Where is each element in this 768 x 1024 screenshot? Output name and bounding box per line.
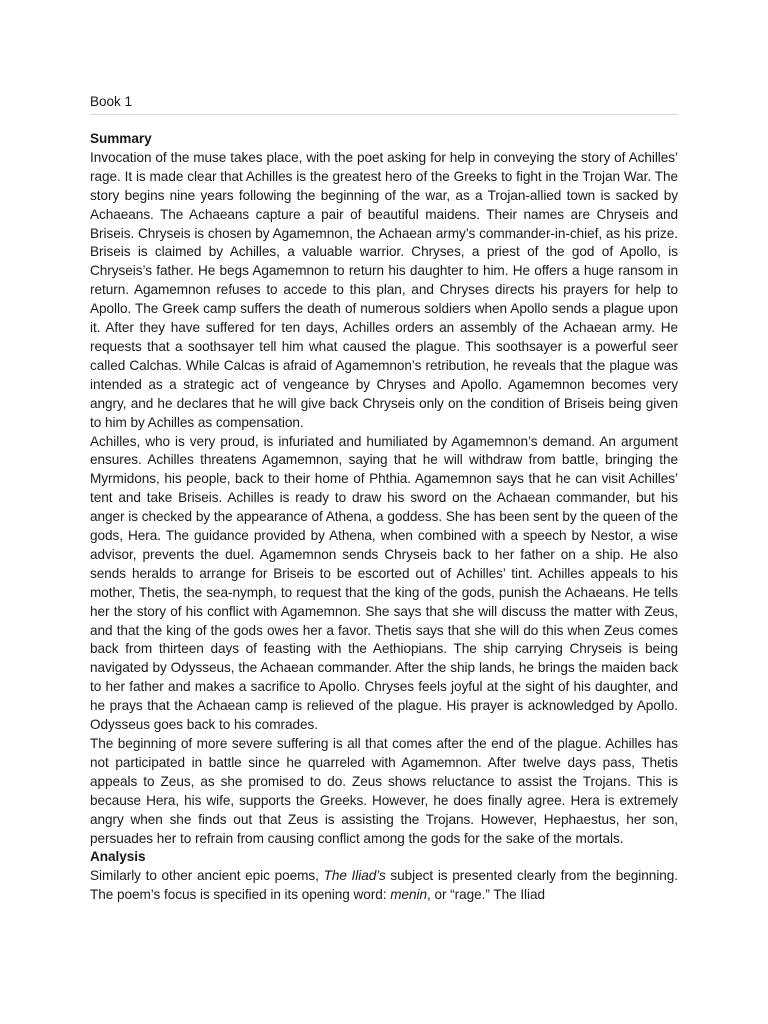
analysis-heading: Analysis [90, 849, 146, 865]
summary-paragraph-3: The beginning of more severe suffering is all that comes after the end of the plague. Achilles has not participated in battle since he quarreled with Agamemnon. After twelve days pass, Thetis appeals to Zeus, as she promised to do. Zeus shows reluctance to assist the Trojans. This is because Hera, his wife, supports the Greeks. However, he does finally agree. Hera is extremely angry when she finds out that Zeus is assisting the Trojans. However, Hephaestus, her son, persuades her to refrain from causing conflict among the gods for the sake of the mortals. [90, 736, 678, 846]
analysis-text-3: , or “rage.” The Iliad [426, 887, 546, 903]
book-title: Book 1 [90, 94, 133, 109]
summary-heading: Summary [90, 131, 152, 146]
analysis-paragraph [90, 867, 678, 905]
analysis-text-2: subject is presented clearly from the beginning. The poem’s focus is specified in its opening word: [90, 868, 678, 903]
analysis-italic-word: menin [390, 887, 427, 903]
analysis-text-1: Similarly to other ancient epic poems, [90, 868, 324, 884]
title-divider [90, 114, 678, 115]
analysis-italic-title: The Iliad’s [323, 868, 386, 884]
summary-paragraph-2: Achilles, who is very proud, is infuriated and humiliated by Agamemnon’s demand. An argument ensures. Achilles threatens Agamemnon, saying that he will withdraw from battle, bringing the Myrmidons, his people, back to their home of Phthia. Agamemnon says that he can visit Achilles’ tent and take Briseis. Achilles is ready to draw his sword on the Achaean commander, but his anger is checked by the appearance of Athena, a goddess. She has been sent by the queen of the gods, Hera. The guidance provided by Athena, when combined with a speech by Nestor, a wise advisor, prevents the duel. Agamemnon sends Chryseis back to her father on a ship. He also sends heralds to arrange for Briseis to be escorted out of Achilles’ tint. Achilles appeals to his mother, Thetis, the sea-nymph, to request that the king of the gods, punish the Achaeans. He tells her the story of his conflict with Agamemnon. She says that she will discuss the matter with Zeus, and that the king of the gods owes her a favor. Thetis says that she will do this when Zeus comes back from thirteen days of feasting with the Aethiopians. The ship carrying Chryseis is being navigated by Odysseus, the Achaean commander. After the ship lands, he brings the maiden back to her father and makes a sacrifice to Apollo. Chryses feels joyful at the sight of his daughter, and he prays that the Achaean camp is relieved of the plague. His prayer is acknowledged by Apollo. Odysseus goes back to his comrades. [90, 433, 678, 733]
document-body [90, 130, 678, 905]
summary-paragraph-1: Invocation of the muse takes place, with the poet asking for help in conveying the story of Achilles’ rage. It is made clear that Achilles is the greatest hero of the Greeks to fight in the Trojan War. The story begins nine years following the beginning of the war, as a Trojan-allied town is sacked by Achaeans. The Achaeans capture a pair of beautiful maidens. Their names are Chryseis and Briseis. Chryseis is chosen by Agamemnon, the Achaean army’s commander-in-chief, as his prize. Briseis is claimed by Achilles, a valuable warrior. Chryses, a priest of the god of Apollo, is Chryseis’s father. He begs Agamemnon to return his daughter to him. He offers a huge ransom in return. Agamemnon refuses to accede to this plan, and Chryses directs his prayers for help to Apollo. The Greek camp suffers the death of numerous soldiers when Apollo sends a plague upon it. After they have suffered for ten days, Achilles orders an assembly of the Achaean army. He requests that a soothsayer tell him what caused the plague. This soothsayer is a powerful seer called Calchas. While Calcas is afraid of Agamemnon’s retribution, he reveals that the plague was intended as a strategic act of vengeance by Chryses and Apollo. Agamemnon becomes very angry, and he declares that he will give back Chryseis only on the condition of Briseis being given to him by Achilles as compensation. [90, 149, 678, 430]
